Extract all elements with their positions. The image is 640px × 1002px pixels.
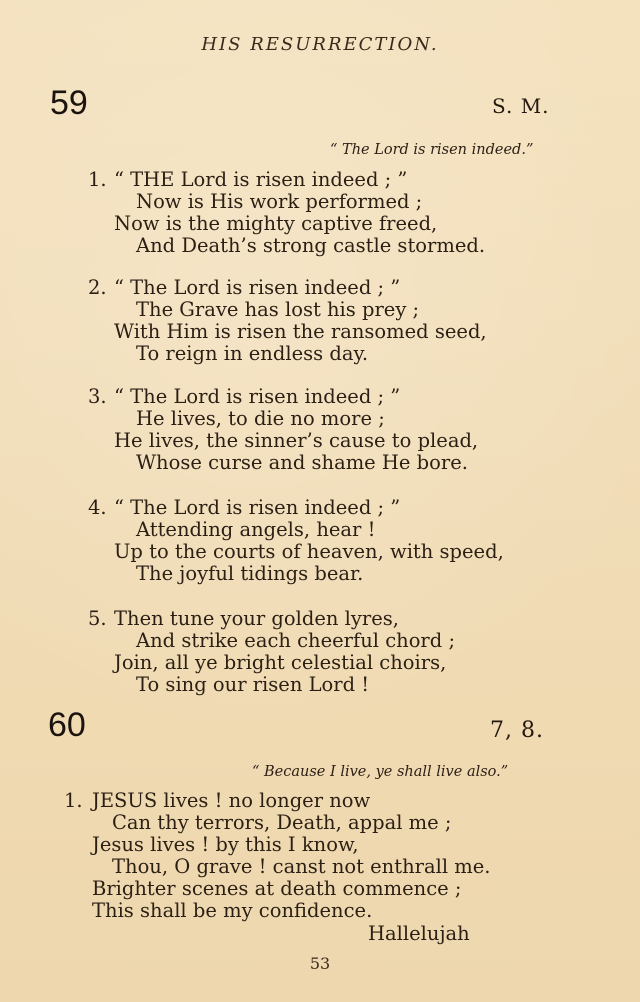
hymn-epigraph-59: “ The Lord is risen indeed.” — [330, 142, 534, 158]
stanza-number: 5. — [88, 607, 107, 630]
stanza-line: This shall be my confidence. — [92, 899, 373, 922]
stanza-line: To sing our risen Lord ! — [136, 673, 370, 696]
stanza-line: “ The Lord is risen indeed ; ” — [114, 276, 401, 299]
stanza-59-5 — [88, 608, 568, 696]
stanza-line: Then tune your golden lyres, — [114, 607, 399, 630]
stanza-line: With Him is risen the ransomed seed, — [114, 320, 487, 343]
page-number: 53 — [309, 954, 331, 973]
stanza-line: The joyful tidings bear. — [136, 562, 364, 585]
stanza-line: Now is His work performed ; — [136, 190, 423, 213]
stanza-59-4 — [88, 497, 568, 585]
stanza-number: 4. — [88, 496, 107, 519]
stanza-line: He lives, to die no more ; — [136, 407, 385, 430]
stanza-line: And Death’s strong castle stormed. — [136, 234, 486, 257]
stanza-line: And strike each cheerful chord ; — [136, 629, 456, 652]
hymn-epigraph-60: “ Because I live, ye shall live also.” — [252, 764, 509, 780]
stanza-number: 1. — [64, 789, 83, 812]
stanza-line: “ The Lord is risen indeed ; ” — [114, 496, 401, 519]
stanza-line: “ The Lord is risen indeed ; ” — [114, 385, 401, 408]
hymn-number-60: 60 — [48, 706, 86, 744]
stanza-60-1 — [64, 790, 584, 922]
running-head: HIS RESURRECTION. — [201, 34, 439, 55]
stanza-59-1 — [88, 169, 568, 257]
stanza-59-3 — [88, 386, 568, 474]
stanza-line: Now is the mighty captive freed, — [114, 212, 438, 235]
stanza-line: The Grave has lost his prey ; — [136, 298, 420, 321]
stanza-line: Can thy terrors, Death, appal me ; — [112, 811, 452, 834]
stanza-number: 3. — [88, 385, 107, 408]
stanza-line: “ THE Lord is risen indeed ; ” — [114, 168, 408, 191]
hymn-meter-60: 7, 8. — [490, 718, 544, 743]
stanza-number: 2. — [88, 276, 107, 299]
stanza-line: JESUS lives ! no longer now — [92, 789, 371, 812]
stanza-number: 1. — [88, 168, 107, 191]
stanza-line: Jesus lives ! by this I know, — [92, 833, 359, 856]
refrain-hallelujah: Hallelujah — [368, 922, 470, 945]
hymn-meter-59: S. M. — [492, 94, 550, 118]
stanza-line: Join, all ye bright celestial choirs, — [114, 651, 447, 674]
stanza-line: Whose curse and shame He bore. — [136, 451, 468, 474]
hymn-number-59: 59 — [50, 84, 88, 122]
stanza-line: To reign in endless day. — [136, 342, 369, 365]
stanza-line: Up to the courts of heaven, with speed, — [114, 540, 504, 563]
stanza-59-2 — [88, 277, 568, 365]
stanza-line: Thou, O grave ! canst not enthrall me. — [112, 855, 491, 878]
stanza-line: Attending angels, hear ! — [136, 518, 376, 541]
stanza-line: He lives, the sinner’s cause to plead, — [114, 429, 479, 452]
stanza-line: Brighter scenes at death commence ; — [92, 877, 462, 900]
